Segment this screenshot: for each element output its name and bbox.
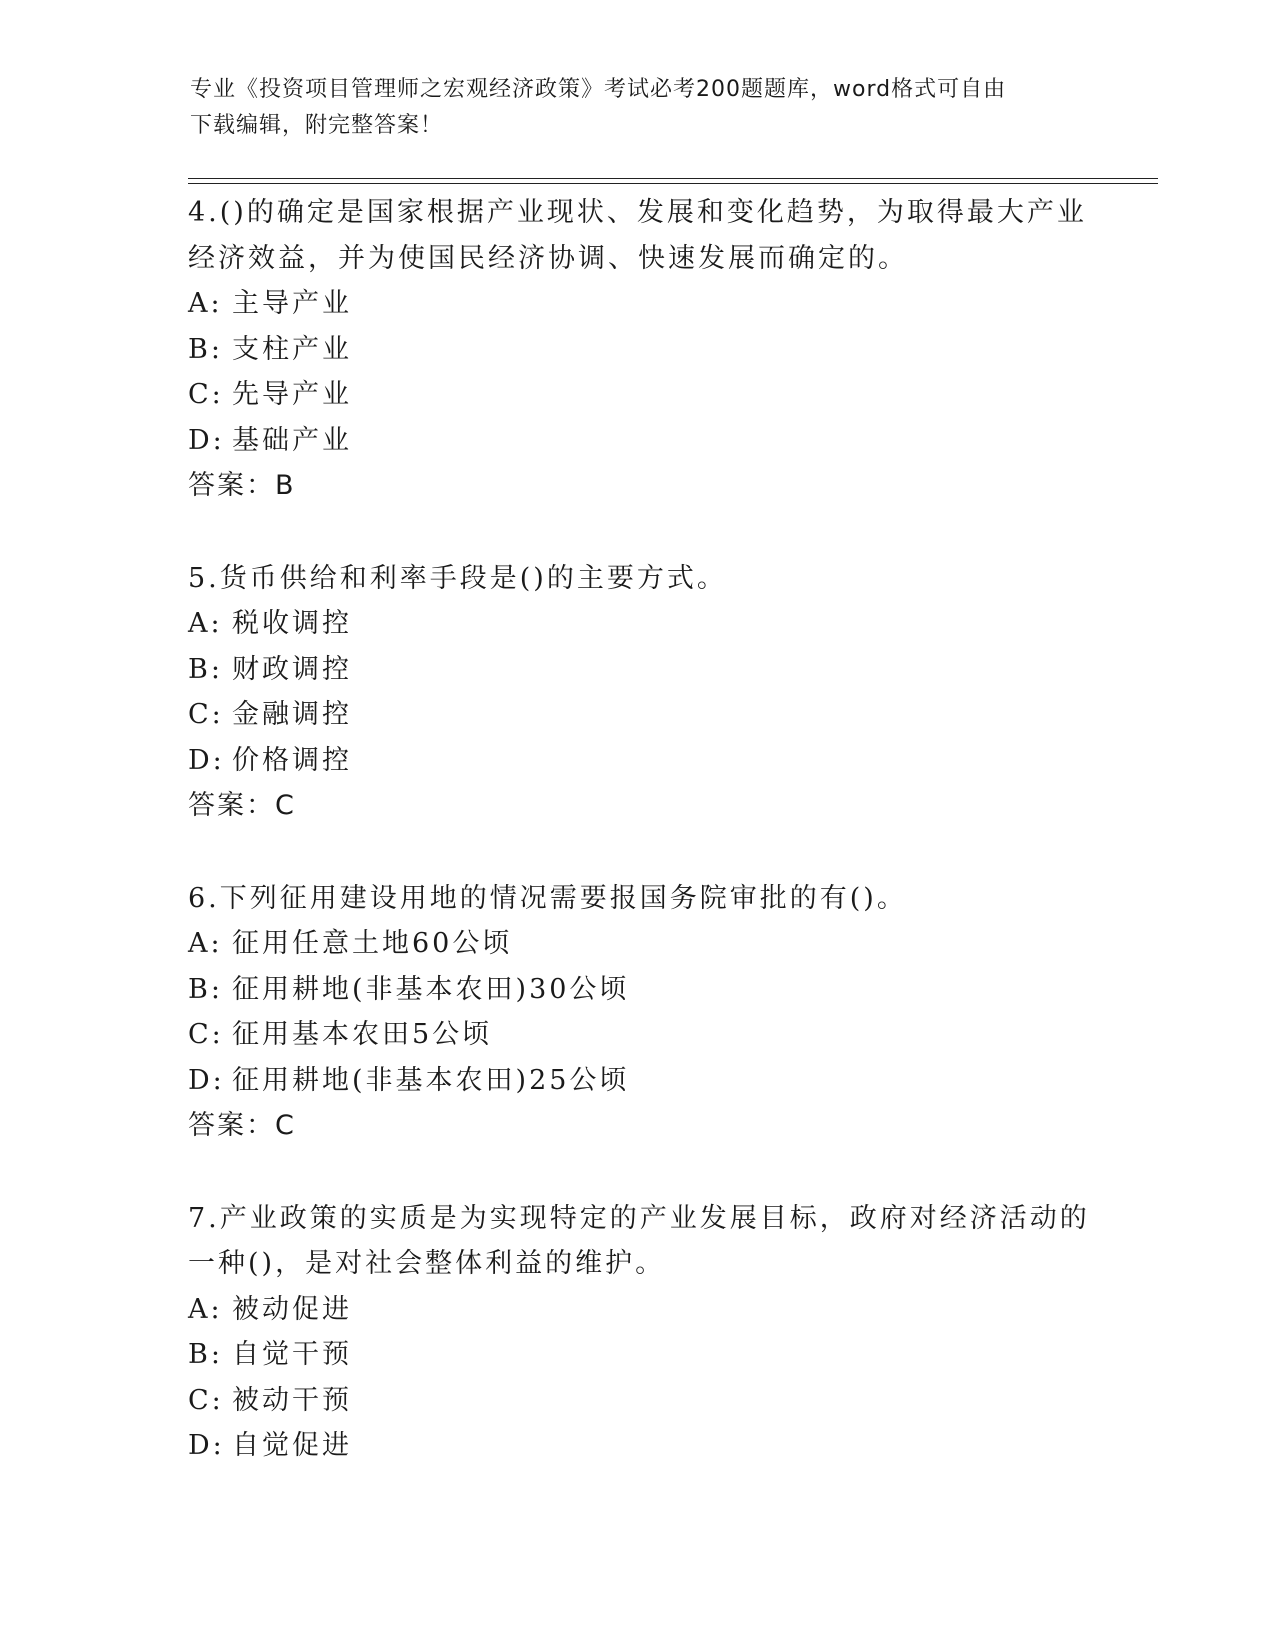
- question-7: [188, 1196, 1088, 1469]
- question-spacer: [188, 829, 1088, 876]
- option-c: [188, 1012, 1088, 1058]
- question-6: [188, 876, 1088, 1149]
- option-text: 征用任意土地60公顷: [232, 928, 513, 959]
- header-line-2: 下载编辑，附完整答案！: [190, 113, 444, 138]
- option-letter: D:: [188, 744, 225, 776]
- option-letter: B:: [188, 653, 223, 685]
- answer-label: 答案：C: [188, 790, 296, 821]
- question-stem: 5.货币供给和利率手段是()的主要方式。: [188, 562, 727, 594]
- option-text: 被动促进: [232, 1293, 352, 1325]
- option-d: [188, 1058, 1088, 1104]
- option-text: 支柱产业: [232, 333, 352, 365]
- question-5: [188, 556, 1088, 829]
- question-spacer: [188, 1149, 1088, 1196]
- option-a: [188, 921, 1088, 967]
- question-stem: 一种()，是对社会整体利益的维护。: [188, 1248, 666, 1279]
- option-letter: A:: [188, 1293, 223, 1325]
- option-letter: A:: [188, 928, 223, 959]
- header-line-1: 专业《投资项目管理师之宏观经济政策》考试必考200题题库，word格式可自由: [190, 77, 1007, 102]
- option-c: [188, 372, 1088, 418]
- option-letter: C:: [188, 699, 224, 730]
- option-letter: D:: [188, 1430, 225, 1461]
- option-c: [188, 692, 1088, 738]
- option-text: 自觉促进: [232, 1430, 352, 1461]
- option-text: 先导产业: [232, 379, 352, 410]
- option-letter: A:: [188, 608, 223, 639]
- document-header: [190, 72, 1080, 144]
- option-d: [188, 738, 1088, 784]
- option-text: 征用耕地(非基本农田)30公顷: [232, 973, 630, 1005]
- option-b: [188, 327, 1088, 373]
- option-text: 价格调控: [232, 744, 352, 776]
- option-letter: B:: [188, 973, 223, 1005]
- option-letter: D:: [188, 424, 225, 456]
- option-text: 被动干预: [232, 1384, 352, 1416]
- option-letter: C:: [188, 1019, 224, 1050]
- option-a: [188, 1287, 1088, 1333]
- header-divider-top: [188, 178, 1158, 179]
- answer-label: 答案：B: [188, 470, 296, 501]
- answer-label: 答案：C: [188, 1110, 296, 1141]
- option-text: 主导产业: [232, 288, 352, 319]
- option-text: 税收调控: [232, 608, 352, 639]
- question-4: [188, 190, 1088, 509]
- option-text: 财政调控: [232, 653, 352, 685]
- option-letter: C:: [188, 379, 224, 410]
- option-b: [188, 967, 1088, 1013]
- option-b: [188, 647, 1088, 693]
- question-stem: 6.下列征用建设用地的情况需要报国务院审批的有()。: [188, 882, 907, 914]
- option-letter: B:: [188, 333, 223, 365]
- option-a: [188, 281, 1088, 327]
- option-text: 金融调控: [232, 699, 352, 730]
- option-c: [188, 1378, 1088, 1424]
- question-list: [188, 190, 1088, 1469]
- option-letter: B:: [188, 1339, 223, 1370]
- option-letter: A:: [188, 288, 223, 319]
- option-d: [188, 1423, 1088, 1469]
- option-d: [188, 418, 1088, 464]
- option-a: [188, 601, 1088, 647]
- option-b: [188, 1332, 1088, 1378]
- option-letter: D:: [188, 1064, 225, 1096]
- option-text: 征用耕地(非基本农田)25公顷: [232, 1064, 630, 1096]
- question-spacer: [188, 509, 1088, 556]
- header-divider-bottom: [188, 183, 1158, 184]
- question-stem: 4.()的确定是国家根据产业现状、发展和变化趋势，为取得最大产业: [188, 197, 1087, 228]
- option-text: 征用基本农田5公顷: [232, 1019, 493, 1050]
- question-stem: 经济效益，并为使国民经济协调、快速发展而确定的。: [188, 242, 908, 274]
- option-text: 基础产业: [232, 424, 352, 456]
- question-stem: 7.产业政策的实质是为实现特定的产业发展目标，政府对经济活动的: [188, 1202, 1090, 1234]
- option-letter: C:: [188, 1384, 224, 1416]
- option-text: 自觉干预: [232, 1339, 352, 1370]
